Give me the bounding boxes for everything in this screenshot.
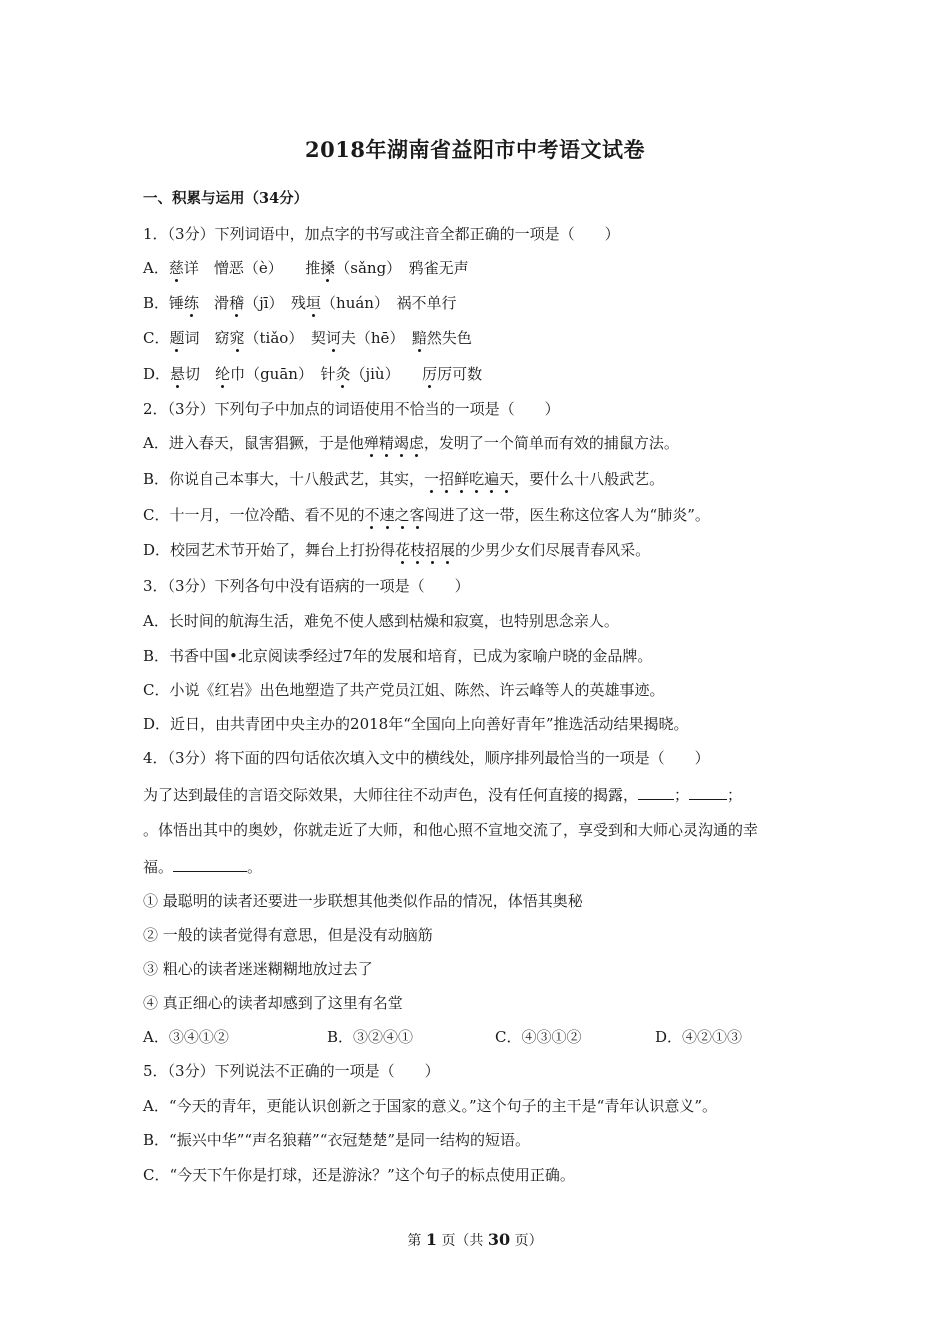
- dotted-char: 招: [425, 541, 441, 559]
- dotted-char: 速: [379, 506, 395, 524]
- dotted-char: 诃: [325, 329, 341, 347]
- dotted-char: 竭: [393, 434, 409, 452]
- q4-passage-line2: 。体悟出其中的奥妙，你就走近了大师，和他心照不宣地交流了，享受到和大师心灵沟通的幸: [143, 821, 759, 839]
- q4-option-c: C．④③①②: [495, 1028, 582, 1046]
- dotted-word: [424, 470, 514, 488]
- q2-stem: 2．（3分）下列句子中加点的词语使用不恰当的一项是（ ）: [143, 400, 560, 418]
- q1-option-a: A．慈详 憎恶（è） 推搡（sǎng） 鸦雀无声: [143, 259, 469, 277]
- dotted-char: 黯: [411, 329, 427, 347]
- page-title: 2018年湖南省益阳市中考语文试卷: [305, 137, 645, 162]
- dotted-word: [364, 506, 424, 524]
- q3-stem: 3．（3分）下列各句中没有语病的一项是（ ）: [143, 577, 470, 595]
- q2-option-a: A．进入春天，鼠害猖獗，于是他殚精竭虑，发明了一个简单而有效的捕鼠方法。: [143, 434, 679, 452]
- dotted-char: 展: [440, 541, 456, 559]
- dotted-char: 厉: [422, 365, 438, 383]
- dotted-char: 花: [395, 541, 411, 559]
- page-footer: 第 1 页（共 30 页）: [407, 1230, 543, 1249]
- dotted-char: 枝: [410, 541, 426, 559]
- answer-blank: [689, 784, 727, 800]
- dotted-char: 精: [378, 434, 394, 452]
- dotted-char: 之: [394, 506, 410, 524]
- dotted-char: 殚: [363, 434, 379, 452]
- dotted-char: 遍: [484, 470, 500, 488]
- q5-option-b: B．“振兴中华”“声名狼藉”“衣冠楚楚”是同一结构的短语。: [143, 1131, 531, 1149]
- dotted-char: 慈: [168, 259, 184, 277]
- dotted-char: 鲜: [454, 470, 470, 488]
- q2-option-c: C．十一月，一位冷酷、看不见的不速之客闯进了这一带，医生称这位客人为“肺炎”。: [143, 506, 710, 524]
- dotted-char: 招: [439, 470, 455, 488]
- dotted-char: 稽: [229, 294, 245, 312]
- answer-blank: [638, 784, 674, 800]
- q4-passage-line1: 为了达到最佳的言语交际效果，大师往往不动声色，没有任何直接的揭露， ； ；: [143, 786, 743, 804]
- section-heading: 一、积累与运用（34分）: [143, 190, 309, 207]
- dotted-char: 天: [499, 470, 515, 488]
- dotted-char: 窕: [229, 329, 245, 347]
- q4-option-b: B．③②④①: [327, 1028, 414, 1046]
- q4-passage-line3: 福。 。: [143, 858, 263, 876]
- q5-option-a: A．“今天的青年，更能认识创新之于国家的意义。”这个句子的主干是“青年认识意义”。: [143, 1097, 718, 1115]
- dotted-char: 垣: [306, 294, 322, 312]
- q1-stem: 1．（3分）下列词语中，加点字的书写或注音全都正确的一项是（ ）: [143, 225, 620, 243]
- q3-option-d: D．近日，由共青团中央主办的2018年“全国向上向善好青年”推选活动结果揭晓。: [143, 715, 689, 733]
- q5-option-c: C．“今天下午你是打球，还是游泳？”这个句子的标点使用正确。: [143, 1166, 575, 1184]
- dotted-char: 悬: [170, 365, 186, 383]
- dotted-char: 吃: [469, 470, 485, 488]
- dotted-word: [395, 541, 455, 559]
- q3-option-b: B．书香中国•北京阅读季经过7年的发展和培育，已成为家喻户晓的金品牌。: [143, 647, 653, 665]
- dotted-char: 练: [184, 294, 200, 312]
- q4-stem: 4．（3分）将下面的四句话依次填入文中的横线处，顺序排列最恰当的一项是（ ）: [143, 749, 710, 767]
- dotted-char: 虑: [408, 434, 424, 452]
- dotted-char: 题: [169, 329, 185, 347]
- dotted-char: 纶: [215, 365, 231, 383]
- q1-option-d: D．悬切 纶巾（guān） 针灸（jiù） 厉厉可数: [143, 365, 483, 383]
- q2-option-d: D．校园艺术节开始了，舞台上打扮得花枝招展的少男少女们尽展青春风采。: [143, 541, 651, 559]
- q4-sentence-2: ② 一般的读者觉得有意思，但是没有动脑筋: [143, 926, 433, 944]
- dotted-word: [364, 434, 424, 452]
- q3-option-a: A．长时间的航海生活，难免不使人感到枯燥和寂寞，也特别思念亲人。: [143, 612, 619, 630]
- q4-sentence-4: ④ 真正细心的读者却感到了这里有名堂: [143, 994, 403, 1012]
- q4-option-d: D．④②①③: [655, 1028, 743, 1046]
- dotted-char: 客: [409, 506, 425, 524]
- current-page-number: 1: [425, 1230, 437, 1249]
- answer-blank: [173, 856, 247, 872]
- q4-sentence-1: ① 最聪明的读者还要进一步联想其他类似作品的情况，体悟其奥秘: [143, 892, 583, 910]
- q4-option-a: A．③④①②: [143, 1028, 229, 1046]
- q3-option-c: C．小说《红岩》出色地塑造了共产党员江姐、陈然、许云峰等人的英雄事迹。: [143, 681, 665, 699]
- q5-stem: 5．（3分）下列说法不正确的一项是（ ）: [143, 1062, 440, 1080]
- q1-option-c: C．题词 窈窕（tiǎo） 契诃夫（hē） 黯然失色: [143, 329, 472, 347]
- q4-sentence-3: ③ 粗心的读者迷迷糊糊地放过去了: [143, 960, 373, 978]
- total-page-count: 30: [487, 1230, 511, 1249]
- dotted-char: 一: [424, 470, 440, 488]
- q1-option-b: B．锤练 滑稽（jī） 残垣（huán） 祸不单行: [143, 294, 457, 312]
- q2-option-b: B．你说自己本事大，十八般武艺，其实，一招鲜吃遍天，要什么十八般武艺。: [143, 470, 665, 488]
- dotted-char: 不: [364, 506, 380, 524]
- dotted-char: 灸: [335, 365, 351, 383]
- dotted-char: 搡: [320, 259, 336, 277]
